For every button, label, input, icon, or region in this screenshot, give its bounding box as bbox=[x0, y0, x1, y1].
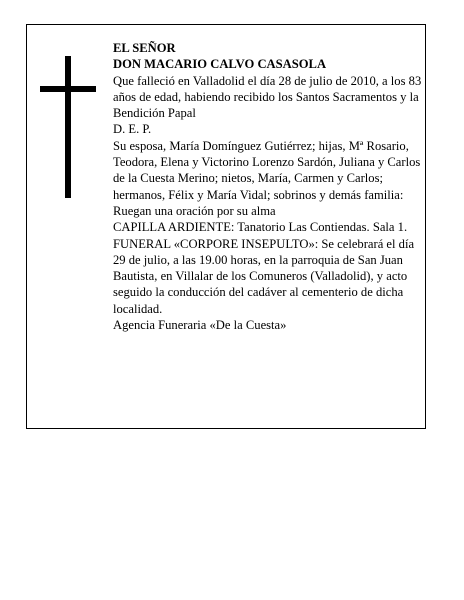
death-statement: Que falleció en Valladolid el día 28 de julio de 2010, a los 83 años de edad, habiendo recibido los Santos Sacramentos y la Bendición Papal bbox=[113, 73, 422, 121]
notice-text bbox=[113, 40, 425, 333]
funeral-agency: Agencia Funeraria «De la Cuesta» bbox=[113, 318, 287, 333]
cross-vertical-bar bbox=[65, 56, 71, 198]
cross-icon bbox=[40, 56, 96, 198]
obituary-notice bbox=[26, 24, 426, 429]
funeral-info: FUNERAL «CORPORE INSEPULTO»: Se celebrará el día 29 de julio, a las 19.00 horas, en la parroquia de San Juan Bautista, en Villalar de los Comuneros (Valladolid), y acto seguido la conducción del cadáver al cementerio de dicha localidad. bbox=[113, 236, 415, 316]
prayer-request: Ruegan una oración por su alma bbox=[113, 203, 276, 218]
dep-text: D. E. P. bbox=[113, 122, 152, 137]
family-list: Su esposa, María Domínguez Gutiérrez; hijas, Mª Rosario, Teodora, Elena y Victorino Lorenzo Sardón, Juliana y Carlos de la Cuesta Merino; nietos, María, Carmen y Carlos; hermanos, Félix y María Vidal; sobrinos y demás familia: bbox=[113, 138, 421, 202]
deceased-name: DON MACARIO CALVO CASASOLA bbox=[113, 57, 327, 72]
chapel-info: CAPILLA ARDIENTE: Tanatorio Las Contiendas. Sala 1. bbox=[113, 220, 408, 235]
cross-horizontal-bar bbox=[40, 86, 96, 92]
notice-title: EL SEÑOR bbox=[113, 41, 176, 55]
